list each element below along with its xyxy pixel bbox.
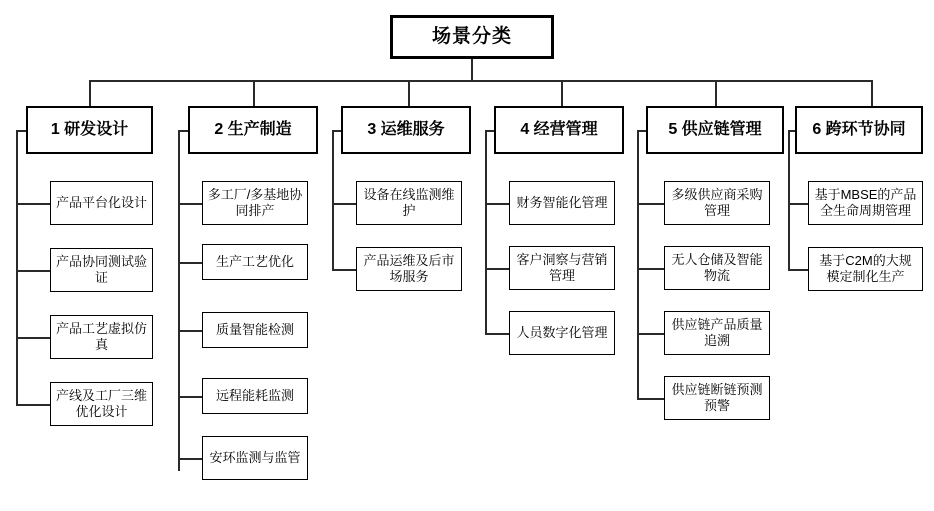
leaf-node-1-3[interactable] [50, 315, 153, 359]
leaf-label-2-4: 远程能耗监测 [215, 387, 294, 403]
connector-drop-2 [253, 80, 255, 106]
category-node-5[interactable] [646, 106, 784, 154]
category-label-1: 1 研发设计 [50, 121, 129, 138]
category-node-4[interactable] [494, 106, 624, 154]
connector-stub-1-3 [16, 337, 50, 339]
connector-stub-6-1 [788, 203, 808, 205]
leaf-node-2-5[interactable] [202, 436, 308, 480]
connector-stub-1-cat [16, 130, 26, 132]
leaf-node-4-2[interactable] [509, 246, 615, 290]
connector-stub-4-1 [485, 203, 509, 205]
connector-drop-4 [561, 80, 563, 106]
connector-drop-1 [89, 80, 91, 106]
connector-root-stem [471, 59, 473, 81]
leaf-label-5-4: 供应链断链预测预警 [671, 381, 763, 413]
category-label-4: 4 经营管理 [520, 121, 598, 138]
category-label-6: 6 跨环节协同 [812, 121, 906, 138]
leaf-label-1-2: 产品协同测试验证 [55, 253, 147, 285]
connector-stub-2-1 [178, 203, 202, 205]
leaf-label-1-1: 产品平台化设计 [55, 194, 147, 210]
connector-stub-2-cat [178, 130, 188, 132]
leaf-label-2-3: 质量智能检测 [215, 321, 294, 337]
connector-stub-2-5 [178, 458, 202, 460]
leaf-node-2-1[interactable] [202, 181, 308, 225]
connector-stub-1-1 [16, 203, 50, 205]
connector-spine-4 [485, 130, 487, 334]
leaf-node-3-1[interactable] [356, 181, 462, 225]
leaf-label-5-1: 多级供应商采购管理 [671, 186, 763, 218]
category-label-3: 3 运维服务 [367, 121, 445, 138]
connector-stub-2-2 [178, 262, 202, 264]
connector-spine-2 [178, 130, 180, 471]
leaf-node-4-3[interactable] [509, 311, 615, 355]
connector-spine-1 [16, 130, 18, 405]
connector-stub-1-4 [16, 404, 50, 406]
connector-drop-6 [871, 80, 873, 106]
leaf-label-2-2: 生产工艺优化 [215, 253, 294, 269]
category-node-1[interactable] [26, 106, 153, 154]
connector-stub-6-2 [788, 269, 808, 271]
connector-stub-1-2 [16, 270, 50, 272]
leaf-label-1-4: 产线及工厂三维优化设计 [55, 387, 147, 419]
connector-stub-5-4 [637, 398, 664, 400]
category-node-6[interactable] [795, 106, 923, 154]
connector-stub-3-2 [332, 269, 356, 271]
leaf-label-6-1: 基于MBSE的产品全生命周期管理 [814, 186, 917, 218]
leaf-label-1-3: 产品工艺虚拟仿真 [55, 320, 147, 352]
leaf-node-1-2[interactable] [50, 248, 153, 292]
leaf-node-6-2[interactable] [808, 247, 923, 291]
category-label-2: 2 生产制造 [214, 121, 292, 138]
connector-stub-5-2 [637, 268, 664, 270]
category-node-3[interactable] [341, 106, 471, 154]
leaf-node-6-1[interactable] [808, 181, 923, 225]
connector-stub-2-3 [178, 330, 202, 332]
connector-stub-5-3 [637, 333, 664, 335]
connector-drop-3 [408, 80, 410, 106]
connector-spine-3 [332, 130, 334, 270]
root-node-scene-classification[interactable] [390, 15, 554, 59]
connector-stub-3-1 [332, 203, 356, 205]
leaf-node-2-3[interactable] [202, 312, 308, 348]
leaf-label-4-2: 客户洞察与营销管理 [516, 251, 608, 283]
root-node-label: 场景分类 [431, 26, 512, 48]
connector-stub-5-cat [637, 130, 646, 132]
connector-spine-5 [637, 130, 639, 399]
leaf-node-2-2[interactable] [202, 244, 308, 280]
connector-stub-5-1 [637, 203, 664, 205]
leaf-node-5-1[interactable] [664, 181, 770, 225]
connector-stub-3-cat [332, 130, 341, 132]
leaf-label-5-2: 无人仓储及智能物流 [671, 251, 763, 283]
leaf-label-4-1: 财务智能化管理 [516, 194, 608, 210]
leaf-label-3-1: 设备在线监测维护 [363, 186, 455, 218]
leaf-node-4-1[interactable] [509, 181, 615, 225]
leaf-node-5-4[interactable] [664, 376, 770, 420]
leaf-node-2-4[interactable] [202, 378, 308, 414]
category-label-5: 5 供应链管理 [668, 121, 762, 138]
leaf-node-5-2[interactable] [664, 246, 770, 290]
leaf-node-5-3[interactable] [664, 311, 770, 355]
leaf-node-1-1[interactable] [50, 181, 153, 225]
leaf-node-1-4[interactable] [50, 382, 153, 426]
connector-stub-4-3 [485, 333, 509, 335]
leaf-label-2-5: 安环监测与监管 [209, 449, 301, 465]
leaf-label-5-3: 供应链产品质量追溯 [671, 316, 763, 348]
leaf-label-6-2: 基于C2M的大规模定制化生产 [819, 252, 912, 284]
connector-drop-5 [715, 80, 717, 106]
leaf-label-3-2: 产品运维及后市场服务 [363, 252, 455, 284]
leaf-label-4-3: 人员数字化管理 [516, 324, 608, 340]
connector-stub-6-cat [788, 130, 795, 132]
connector-root-bus [89, 80, 872, 82]
leaf-node-3-2[interactable] [356, 247, 462, 291]
connector-stub-4-2 [485, 268, 509, 270]
connector-stub-4-cat [485, 130, 494, 132]
connector-stub-2-4 [178, 396, 202, 398]
category-node-2[interactable] [188, 106, 318, 154]
connector-spine-6 [788, 130, 790, 270]
leaf-label-2-1: 多工厂/多基地协同排产 [207, 186, 303, 218]
